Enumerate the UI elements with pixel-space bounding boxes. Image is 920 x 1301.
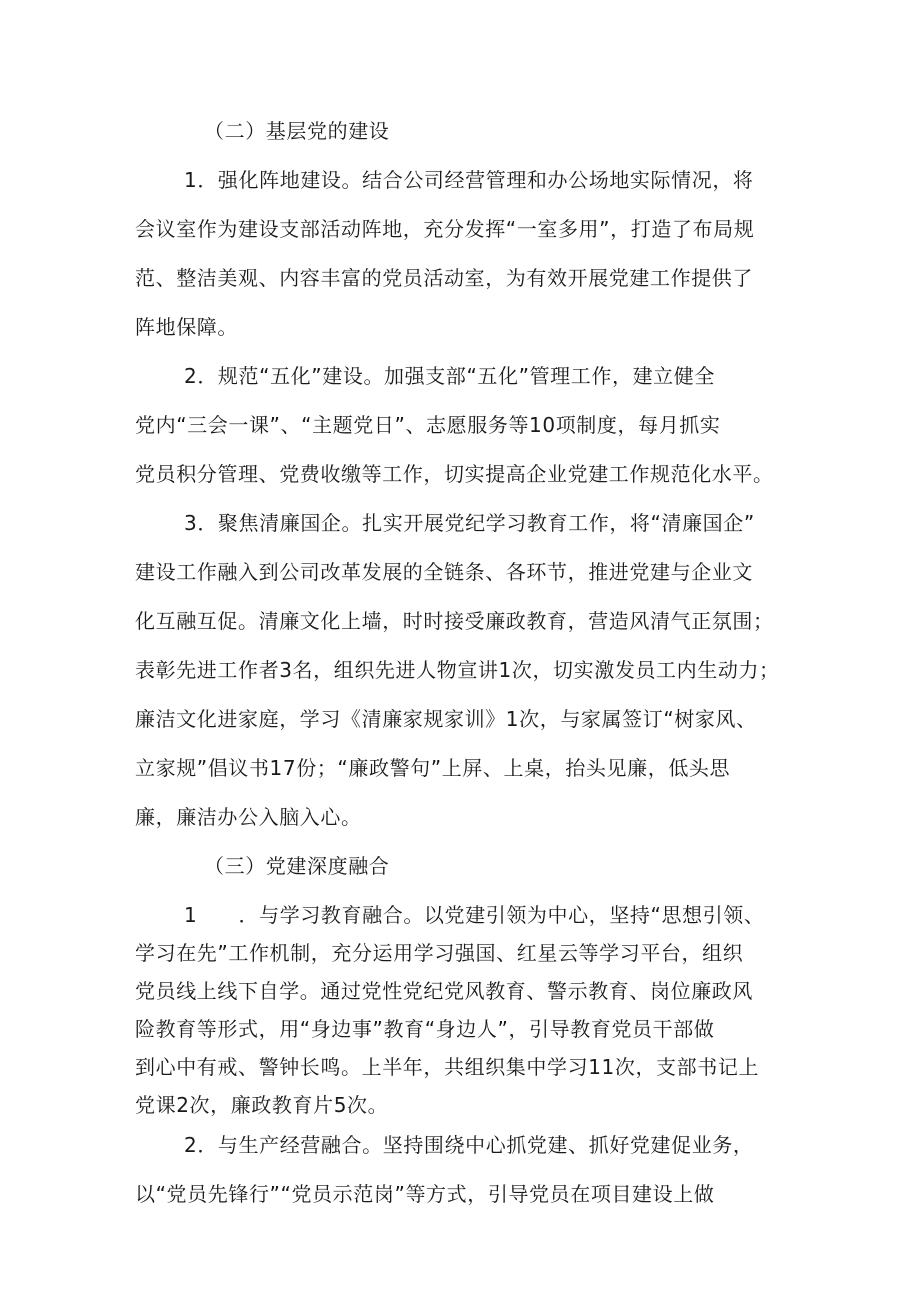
paragraph-line: 1 ．与学习教育融合。以党建引领为中心，坚持“思想引领、	[184, 903, 765, 927]
section-heading-basic-party-building: （二）基层党的建设	[204, 119, 390, 143]
paragraph-line: 1．强化阵地建设。结合公司经营管理和办公场地实际情况，将	[184, 168, 754, 192]
paragraph-line: 2．与生产经营融合。坚持围绕中心抓党建、抓好党建促业务，	[184, 1133, 754, 1157]
section-heading-deep-integration: （三）党建深度融合	[204, 854, 390, 878]
paragraph-line: 到心中有戒、警钟长鸣。上半年，共组织集中学习11次，支部书记上	[135, 1055, 760, 1079]
paragraph-line: 党内“三会一课”、“主题党日”、志愿服务等10项制度，每月抓实	[135, 413, 721, 437]
paragraph-line: 2．规范“五化”建设。加强支部“五化”管理工作，建立健全	[184, 364, 715, 388]
paragraph-line: 表彰先进工作者3名，组织先进人物宣讲1次，切实激发员工内生动力；	[135, 658, 780, 682]
paragraph-line: 以“党员先锋行”“党员示范岗”等方式，引导党员在项目建设上做	[135, 1182, 715, 1206]
paragraph-line: 3．聚焦清廉国企。扎实开展党纪学习教育工作，将“清廉国企”	[184, 511, 755, 535]
paragraph-line: 会议室作为建设支部活动阵地，充分发挥“一室多用”，打造了布局规	[135, 217, 755, 241]
paragraph-line: 党员积分管理、党费收缴等工作，切实提高企业党建工作规范化水平。	[135, 462, 774, 486]
paragraph-line: 阵地保障。	[135, 315, 238, 339]
paragraph-line: 党课2次，廉政教育片5次。	[135, 1093, 389, 1117]
paragraph-line: 党员线上线下自学。通过党性党纪党风教育、警示教育、岗位廉政风	[135, 979, 753, 1003]
paragraph-line: 廉，廉洁办公入脑入心。	[135, 805, 362, 829]
paragraph-line: 学习在先”工作机制，充分运用学习强国、红星云等学习平台，组织	[135, 941, 744, 965]
paragraph-line: 立家规”倡议书17份；“廉政警句”上屏、上桌，抬头见廉，低头思	[135, 756, 731, 780]
paragraph-line: 范、整洁美观、内容丰富的党员活动室，为有效开展党建工作提供了	[135, 266, 753, 290]
paragraph-line: 建设工作融入到公司改革发展的全链条、各环节，推进党建与企业文	[135, 560, 753, 584]
paragraph-line: 化互融互促。清廉文化上墙，时时接受廉政教育，营造风清气正氛围；	[135, 609, 774, 633]
paragraph-line: 廉洁文化进家庭，学习《清廉家规家训》1次，与家属签订“树家风、	[135, 707, 757, 731]
paragraph-line: 险教育等形式，用“身边事”教育“身边人”，引导教育党员干部做	[135, 1017, 715, 1041]
